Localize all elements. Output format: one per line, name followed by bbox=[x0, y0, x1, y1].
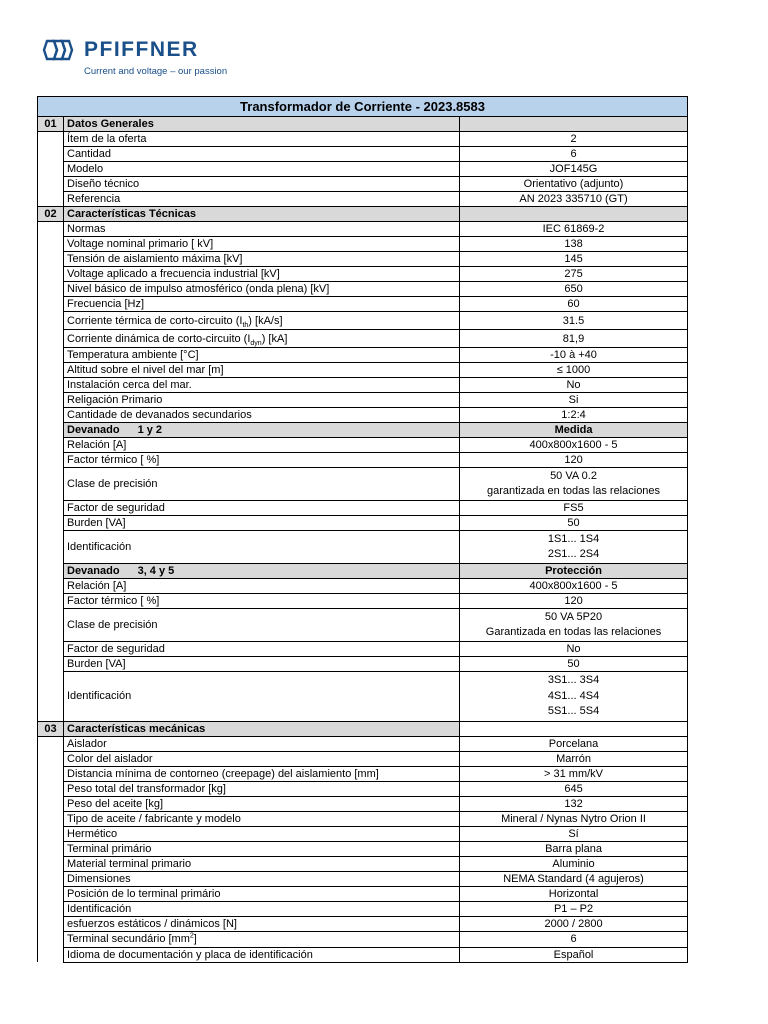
table-row bbox=[38, 931, 688, 947]
table-row bbox=[38, 147, 688, 162]
row-value: 1S1... 1S4 2S1... 2S4 bbox=[460, 531, 688, 564]
table-row bbox=[38, 871, 688, 886]
table-row bbox=[38, 408, 688, 423]
row-label: Tensión de aislamiento máxima [kV] bbox=[64, 252, 460, 267]
row-value: 650 bbox=[460, 282, 688, 297]
table-row bbox=[38, 468, 688, 501]
brand-name: PFIFFNER bbox=[84, 38, 199, 61]
row-value: 50 bbox=[460, 657, 688, 672]
row-value: 2000 / 2800 bbox=[460, 916, 688, 931]
table-row bbox=[38, 132, 688, 147]
row-value: -10 à +40 bbox=[460, 348, 688, 363]
section-number: 03 bbox=[38, 721, 64, 736]
row-value: 2 bbox=[460, 132, 688, 147]
row-label: Altitud sobre el nivel del mar [m] bbox=[64, 363, 460, 378]
table-row bbox=[38, 781, 688, 796]
table-row bbox=[38, 516, 688, 531]
table-row bbox=[38, 579, 688, 594]
row-value: Sí bbox=[460, 826, 688, 841]
document-title: Transformador de Corriente - 2023.8583 bbox=[38, 97, 688, 117]
row-value: NEMA Standard (4 agujeros) bbox=[460, 871, 688, 886]
row-label: Nivel básico de impulso atmosférico (onda plena) [kV] bbox=[64, 282, 460, 297]
row-label: Burden [VA] bbox=[64, 516, 460, 531]
row-label: Material terminal primario bbox=[64, 856, 460, 871]
row-value: 1:2:4 bbox=[460, 408, 688, 423]
row-label: Identificación bbox=[64, 672, 460, 722]
row-value: P1 – P2 bbox=[460, 901, 688, 916]
winding-label: Devanado 3, 4 y 5 bbox=[64, 564, 460, 579]
section-title: Datos Generales bbox=[64, 117, 460, 132]
row-value: 50 VA 5P20 Garantizada en todas las relaciones bbox=[460, 609, 688, 642]
winding-header-protection bbox=[38, 564, 688, 579]
row-value: Español bbox=[460, 947, 688, 962]
winding-header-measurement bbox=[38, 423, 688, 438]
row-value: Marrón bbox=[460, 751, 688, 766]
spec-table bbox=[37, 96, 688, 963]
row-label: Referencia bbox=[64, 192, 460, 207]
row-value: JOF145G bbox=[460, 162, 688, 177]
row-label: Peso del aceite [kg] bbox=[64, 796, 460, 811]
row-label: Hermético bbox=[64, 826, 460, 841]
row-label: Color del aislador bbox=[64, 751, 460, 766]
pfiffner-logo-icon bbox=[42, 38, 74, 62]
section-number: 02 bbox=[38, 207, 64, 222]
row-label: Diseño técnico bbox=[64, 177, 460, 192]
row-value: No bbox=[460, 642, 688, 657]
section-header-general bbox=[38, 117, 688, 132]
row-value: Barra plana bbox=[460, 841, 688, 856]
row-value: 81,9 bbox=[460, 330, 688, 348]
table-row bbox=[38, 312, 688, 330]
table-row bbox=[38, 657, 688, 672]
table-row bbox=[38, 330, 688, 348]
table-row bbox=[38, 501, 688, 516]
row-value: 3S1... 3S4 4S1... 4S4 5S1... 5S4 bbox=[460, 672, 688, 722]
row-value: > 31 mm/kV bbox=[460, 766, 688, 781]
row-label: Instalación cerca del mar. bbox=[64, 378, 460, 393]
row-label: Clase de precisión bbox=[64, 468, 460, 501]
row-value: FS5 bbox=[460, 501, 688, 516]
row-value: 132 bbox=[460, 796, 688, 811]
table-row bbox=[38, 162, 688, 177]
table-row bbox=[38, 672, 688, 722]
row-label: Corriente dinámica de corto-circuito $(I_{dyn})$ [kA] bbox=[64, 330, 460, 348]
table-row bbox=[38, 856, 688, 871]
row-label: Factor de seguridad bbox=[64, 642, 460, 657]
row-value: Horizontal bbox=[460, 886, 688, 901]
row-value: Si bbox=[460, 393, 688, 408]
row-label: Identificación bbox=[64, 531, 460, 564]
table-row bbox=[38, 222, 688, 237]
row-value: 145 bbox=[460, 252, 688, 267]
section-header-technical bbox=[38, 207, 688, 222]
row-label: Aislador bbox=[64, 736, 460, 751]
table-row bbox=[38, 531, 688, 564]
section-number: 01 bbox=[38, 117, 64, 132]
row-label: Clase de precisión bbox=[64, 609, 460, 642]
row-value: Porcelana bbox=[460, 736, 688, 751]
row-label: Burden [VA] bbox=[64, 657, 460, 672]
row-label: Terminal secundário $[mm^2]$ bbox=[64, 931, 460, 947]
section-title: Características Técnicas bbox=[64, 207, 460, 222]
table-row bbox=[38, 811, 688, 826]
section-title: Características mecánicas bbox=[64, 721, 460, 736]
row-label: Dimensiones bbox=[64, 871, 460, 886]
table-row bbox=[38, 901, 688, 916]
winding-type: Protección bbox=[460, 564, 688, 579]
row-label: Relación [A] bbox=[64, 579, 460, 594]
row-label: Relación [A] bbox=[64, 438, 460, 453]
row-label: Normas bbox=[64, 222, 460, 237]
section-header-mechanical bbox=[38, 721, 688, 736]
table-row bbox=[38, 438, 688, 453]
row-value: ≤ 1000 bbox=[460, 363, 688, 378]
table-row bbox=[38, 348, 688, 363]
row-value: IEC 61869-2 bbox=[460, 222, 688, 237]
row-value: No bbox=[460, 378, 688, 393]
row-value: 50 bbox=[460, 516, 688, 531]
row-value: Aluminio bbox=[460, 856, 688, 871]
row-label: Factor térmico [ %] bbox=[64, 594, 460, 609]
row-label: Cantidad bbox=[64, 147, 460, 162]
table-row bbox=[38, 886, 688, 901]
table-row bbox=[38, 363, 688, 378]
row-label: Modelo bbox=[64, 162, 460, 177]
row-value: 120 bbox=[460, 453, 688, 468]
table-row bbox=[38, 393, 688, 408]
row-value: 31.5 bbox=[460, 312, 688, 330]
table-row bbox=[38, 642, 688, 657]
table-row bbox=[38, 192, 688, 207]
row-label: Factor térmico [ %] bbox=[64, 453, 460, 468]
row-value: 6 bbox=[460, 147, 688, 162]
row-value: 400x800x1600 - 5 bbox=[460, 438, 688, 453]
row-label: Factor de seguridad bbox=[64, 501, 460, 516]
winding-type: Medida bbox=[460, 423, 688, 438]
row-value: 138 bbox=[460, 237, 688, 252]
row-label: Tipo de aceite / fabricante y modelo bbox=[64, 811, 460, 826]
table-row bbox=[38, 594, 688, 609]
row-value: AN 2023 335710 (GT) bbox=[460, 192, 688, 207]
row-value: 120 bbox=[460, 594, 688, 609]
row-label: Voltage nominal primario [ kV] bbox=[64, 237, 460, 252]
row-label: Corriente térmica de corto-circuito $(I_{th})$ [kA/s] bbox=[64, 312, 460, 330]
table-row bbox=[38, 609, 688, 642]
table-row bbox=[38, 796, 688, 811]
row-value: 645 bbox=[460, 781, 688, 796]
table-row bbox=[38, 736, 688, 751]
row-label: Terminal primário bbox=[64, 841, 460, 856]
company-logo bbox=[42, 38, 199, 62]
table-row bbox=[38, 841, 688, 856]
row-label: Posición de lo terminal primário bbox=[64, 886, 460, 901]
row-label: Religación Primario bbox=[64, 393, 460, 408]
row-label: esfuerzos estáticos / dinámicos [N] bbox=[64, 916, 460, 931]
table-row bbox=[38, 826, 688, 841]
table-row bbox=[38, 947, 688, 962]
table-row bbox=[38, 297, 688, 312]
winding-label: Devanado 1 y 2 bbox=[64, 423, 460, 438]
table-row bbox=[38, 177, 688, 192]
row-label: Temperatura ambiente [°C] bbox=[64, 348, 460, 363]
table-row bbox=[38, 751, 688, 766]
row-value: 275 bbox=[460, 267, 688, 282]
table-row bbox=[38, 766, 688, 781]
table-row bbox=[38, 453, 688, 468]
row-label: Cantidade de devanados secundarios bbox=[64, 408, 460, 423]
row-label: Voltage aplicado a frecuencia industrial [kV] bbox=[64, 267, 460, 282]
table-row bbox=[38, 267, 688, 282]
row-label: Distancia mínima de contorneo (creepage) del aislamiento [mm] bbox=[64, 766, 460, 781]
row-value: Mineral / Nynas Nytro Orion II bbox=[460, 811, 688, 826]
row-value: Orientativo (adjunto) bbox=[460, 177, 688, 192]
row-value: 50 VA 0.2 garantizada en todas las relaciones bbox=[460, 468, 688, 501]
table-row bbox=[38, 282, 688, 297]
table-row bbox=[38, 252, 688, 267]
table-row bbox=[38, 378, 688, 393]
row-label: Identificación bbox=[64, 901, 460, 916]
row-value: 6 bbox=[460, 931, 688, 947]
row-label: Idioma de documentación y placa de identificación bbox=[64, 947, 460, 962]
table-row bbox=[38, 916, 688, 931]
row-label: Frecuencia [Hz] bbox=[64, 297, 460, 312]
row-label: Ítem de la oferta bbox=[64, 132, 460, 147]
row-label: Peso total del transformador [kg] bbox=[64, 781, 460, 796]
brand-tagline: Current and voltage – our passion bbox=[84, 66, 228, 77]
row-value: 60 bbox=[460, 297, 688, 312]
table-row bbox=[38, 237, 688, 252]
row-value: 400x800x1600 - 5 bbox=[460, 579, 688, 594]
